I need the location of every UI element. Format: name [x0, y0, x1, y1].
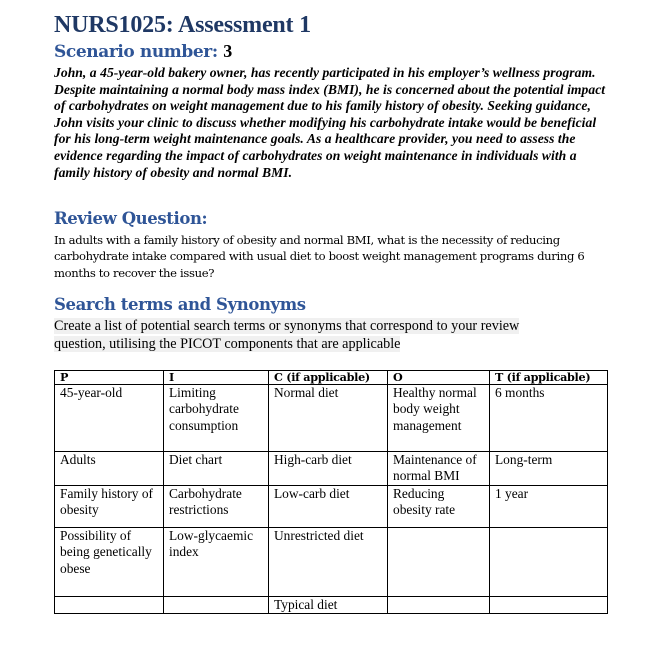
header-i: I	[164, 371, 269, 385]
table-cell: Limiting carbohydrate consumption	[164, 385, 269, 452]
instructions-line-1: Create a list of potential search terms or synonyms that correspond to your review	[54, 318, 520, 334]
table-cell: Healthy normal body weight management	[388, 385, 490, 452]
table-row	[55, 385, 608, 452]
review-question-text: In adults with a family history of obesity and normal BMI, what is the necessity of reducing carbohydrate intake compared with usual diet to boost weight management programs during 6 months to recover the issue?	[54, 233, 585, 280]
picot-table	[54, 370, 608, 614]
table-cell: Possibility of being genetically obese	[55, 528, 164, 597]
header-o: O	[388, 371, 490, 385]
table-cell	[490, 528, 608, 597]
table-row	[55, 486, 608, 528]
table-row	[55, 528, 608, 597]
table-cell: Low-carb diet	[269, 486, 388, 528]
table-cell: Diet chart	[164, 452, 269, 486]
document-title: NURS1025: Assessment 1	[54, 12, 311, 38]
table-cell: Adults	[55, 452, 164, 486]
table-row	[55, 597, 608, 614]
table-cell: 45-year-old	[55, 385, 164, 452]
table-cell: Reducing obesity rate	[388, 486, 490, 528]
scenario-number: 3	[223, 41, 232, 61]
table-cell: Unrestricted diet	[269, 528, 388, 597]
header-c: C (if applicable)	[269, 371, 388, 385]
table-cell: Carbohydrate restrictions	[164, 486, 269, 528]
table-cell: Long-term	[490, 452, 608, 486]
header-p: P	[55, 371, 164, 385]
table-cell: 6 months	[490, 385, 608, 452]
table-cell: Maintenance of normal BMI	[388, 452, 490, 486]
search-terms-heading: Search terms and Synonyms	[54, 295, 306, 314]
table-cell: Typical diet	[269, 597, 388, 614]
review-question-heading: Review Question:	[54, 209, 208, 228]
table-cell: High-carb diet	[269, 452, 388, 486]
scenario-heading	[54, 40, 610, 63]
table-cell	[55, 597, 164, 614]
table-row	[55, 452, 608, 486]
instructions-line-2: question, utilising the PICOT components that are applicable	[54, 336, 401, 353]
table-cell	[164, 597, 269, 614]
table-cell: Normal diet	[269, 385, 388, 452]
table-cell: Family history of obesity	[55, 486, 164, 528]
table-header-row	[55, 371, 608, 385]
table-cell	[388, 528, 490, 597]
table-cell: Low-glycaemic index	[164, 528, 269, 597]
table-cell	[490, 597, 608, 614]
document-page	[54, 10, 610, 612]
table-cell	[388, 597, 490, 614]
instructions-text	[54, 317, 554, 354]
scenario-text: John, a 45-year-old bakery owner, has recently participated in his employer’s wellness program. Despite maintaining a normal body mass index (BMI), he is concerned about the potential impact of carbohydrates on weight management due to his family history of obesity. Seeking guidance, John visits your clinic to discuss whether modifying his carbohydrate intake would be beneficial for his long-term weight maintenance goals. As a healthcare provider, you need to assess the evidence regarding the impact of carbohydrates on weight maintenance in individuals with a family history of obesity and normal BMI.	[54, 65, 606, 180]
header-t: T (if applicable)	[490, 371, 608, 385]
scenario-label: Scenario number:	[54, 42, 218, 62]
table-cell: 1 year	[490, 486, 608, 528]
